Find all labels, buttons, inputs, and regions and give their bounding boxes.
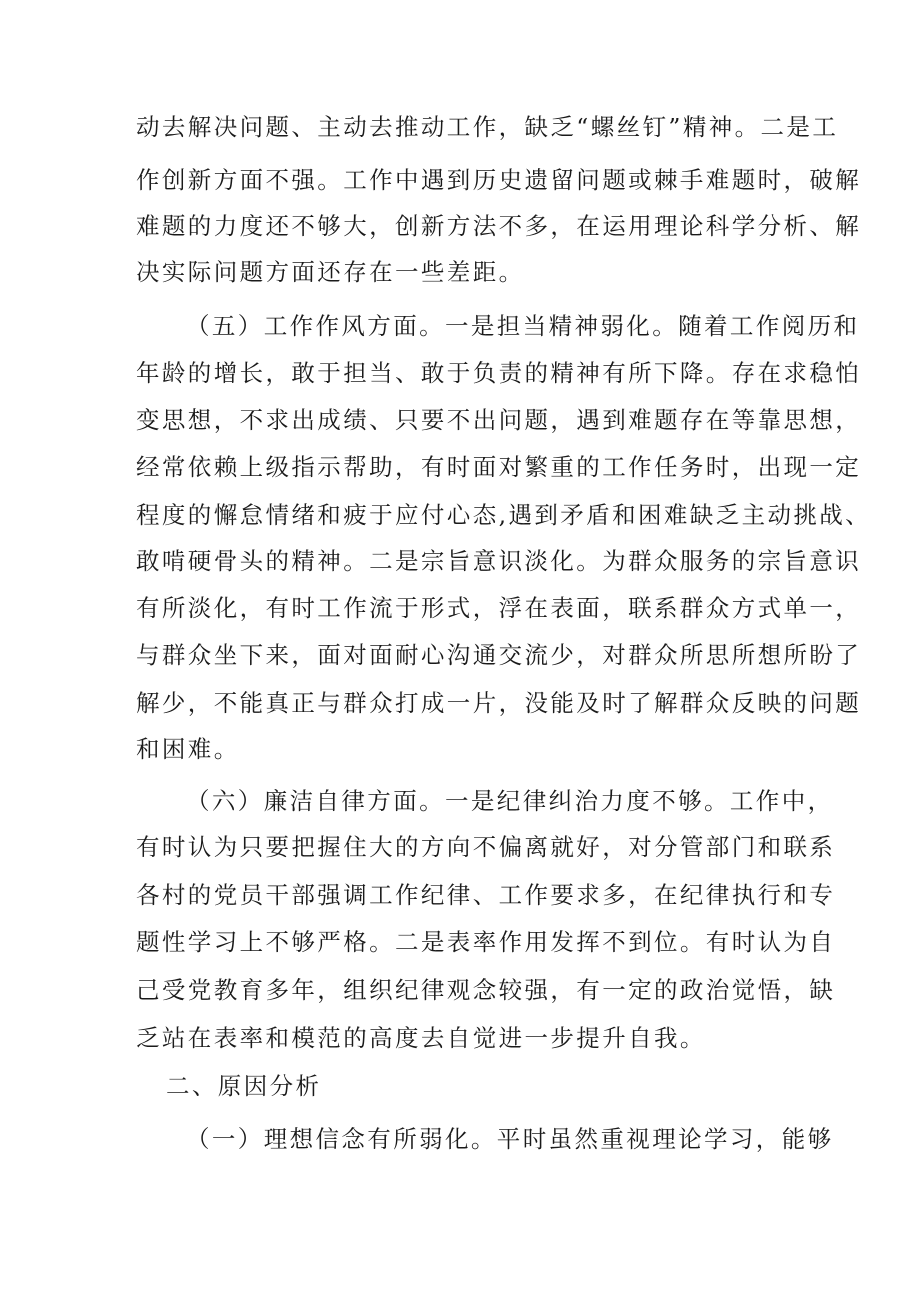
body-line: 经常依赖上级指示帮助，有时面对繁重的工作任务时，出现一定 — [136, 453, 862, 481]
body-line: 题性学习上不够严格。二是表率作用发挥不到位。有时认为自 — [136, 928, 836, 956]
section-heading-1: （一）理想信念有所弱化。平时虽然重视理论学习，能够 — [186, 1125, 834, 1153]
body-line: 作创新方面不强。工作中遇到历史遗留问题或棘手难题时，破解 — [136, 166, 862, 194]
body-line: 年龄的增长，敢于担当、敢于负责的精神有所下降。存在求稳怕 — [136, 359, 862, 387]
body-line: 各村的党员干部强调工作纪律、工作要求多，在纪律执行和专 — [136, 881, 836, 909]
body-line: 动去解决问题、主动去推动工作，缺乏“螺丝钉”精神。二是工 — [136, 113, 839, 141]
body-line: 解少，不能真正与群众打成一片，没能及时了解群众反映的问题 — [136, 689, 862, 717]
section-heading-6: （六）廉洁自律方面。一是纪律纠治力度不够。工作中， — [186, 787, 834, 815]
body-line: 决实际问题方面还存在一些差距。 — [136, 258, 525, 286]
body-line: 难题的力度还不够大，创新方法不多，在运用理论科学分析、解 — [136, 212, 862, 240]
body-line: 有所淡化，有时工作流于形式，浮在表面，联系群众方式单一， — [136, 594, 862, 622]
body-line: 和困难。 — [136, 735, 240, 763]
body-line: 敢啃硬骨头的精神。二是宗旨意识淡化。为群众服务的宗旨意识 — [136, 547, 862, 575]
section-heading-5: （五）工作作风方面。一是担当精神弱化。随着工作阅历和 — [186, 312, 860, 340]
body-line: 乏站在表率和模范的高度去自觉进一步提升自我。 — [136, 1024, 706, 1052]
body-line: 变思想，不求出成绩、只要不出问题，遇到难题存在等靠思想， — [136, 406, 862, 434]
body-line: 有时认为只要把握住大的方向不偏离就好，对分管部门和联系 — [136, 833, 836, 861]
body-line: 与群众坐下来，面对面耐心沟通交流少，对群众所思所想所盼了 — [136, 641, 862, 669]
chapter-heading: 二、原因分析 — [166, 1072, 322, 1100]
body-line: 己受党教育多年，组织纪律观念较强，有一定的政治觉悟，缺 — [136, 976, 836, 1004]
body-line: 程度的懈怠情绪和疲于应付心态,遇到矛盾和困难缺乏主动挑战、 — [136, 501, 872, 529]
